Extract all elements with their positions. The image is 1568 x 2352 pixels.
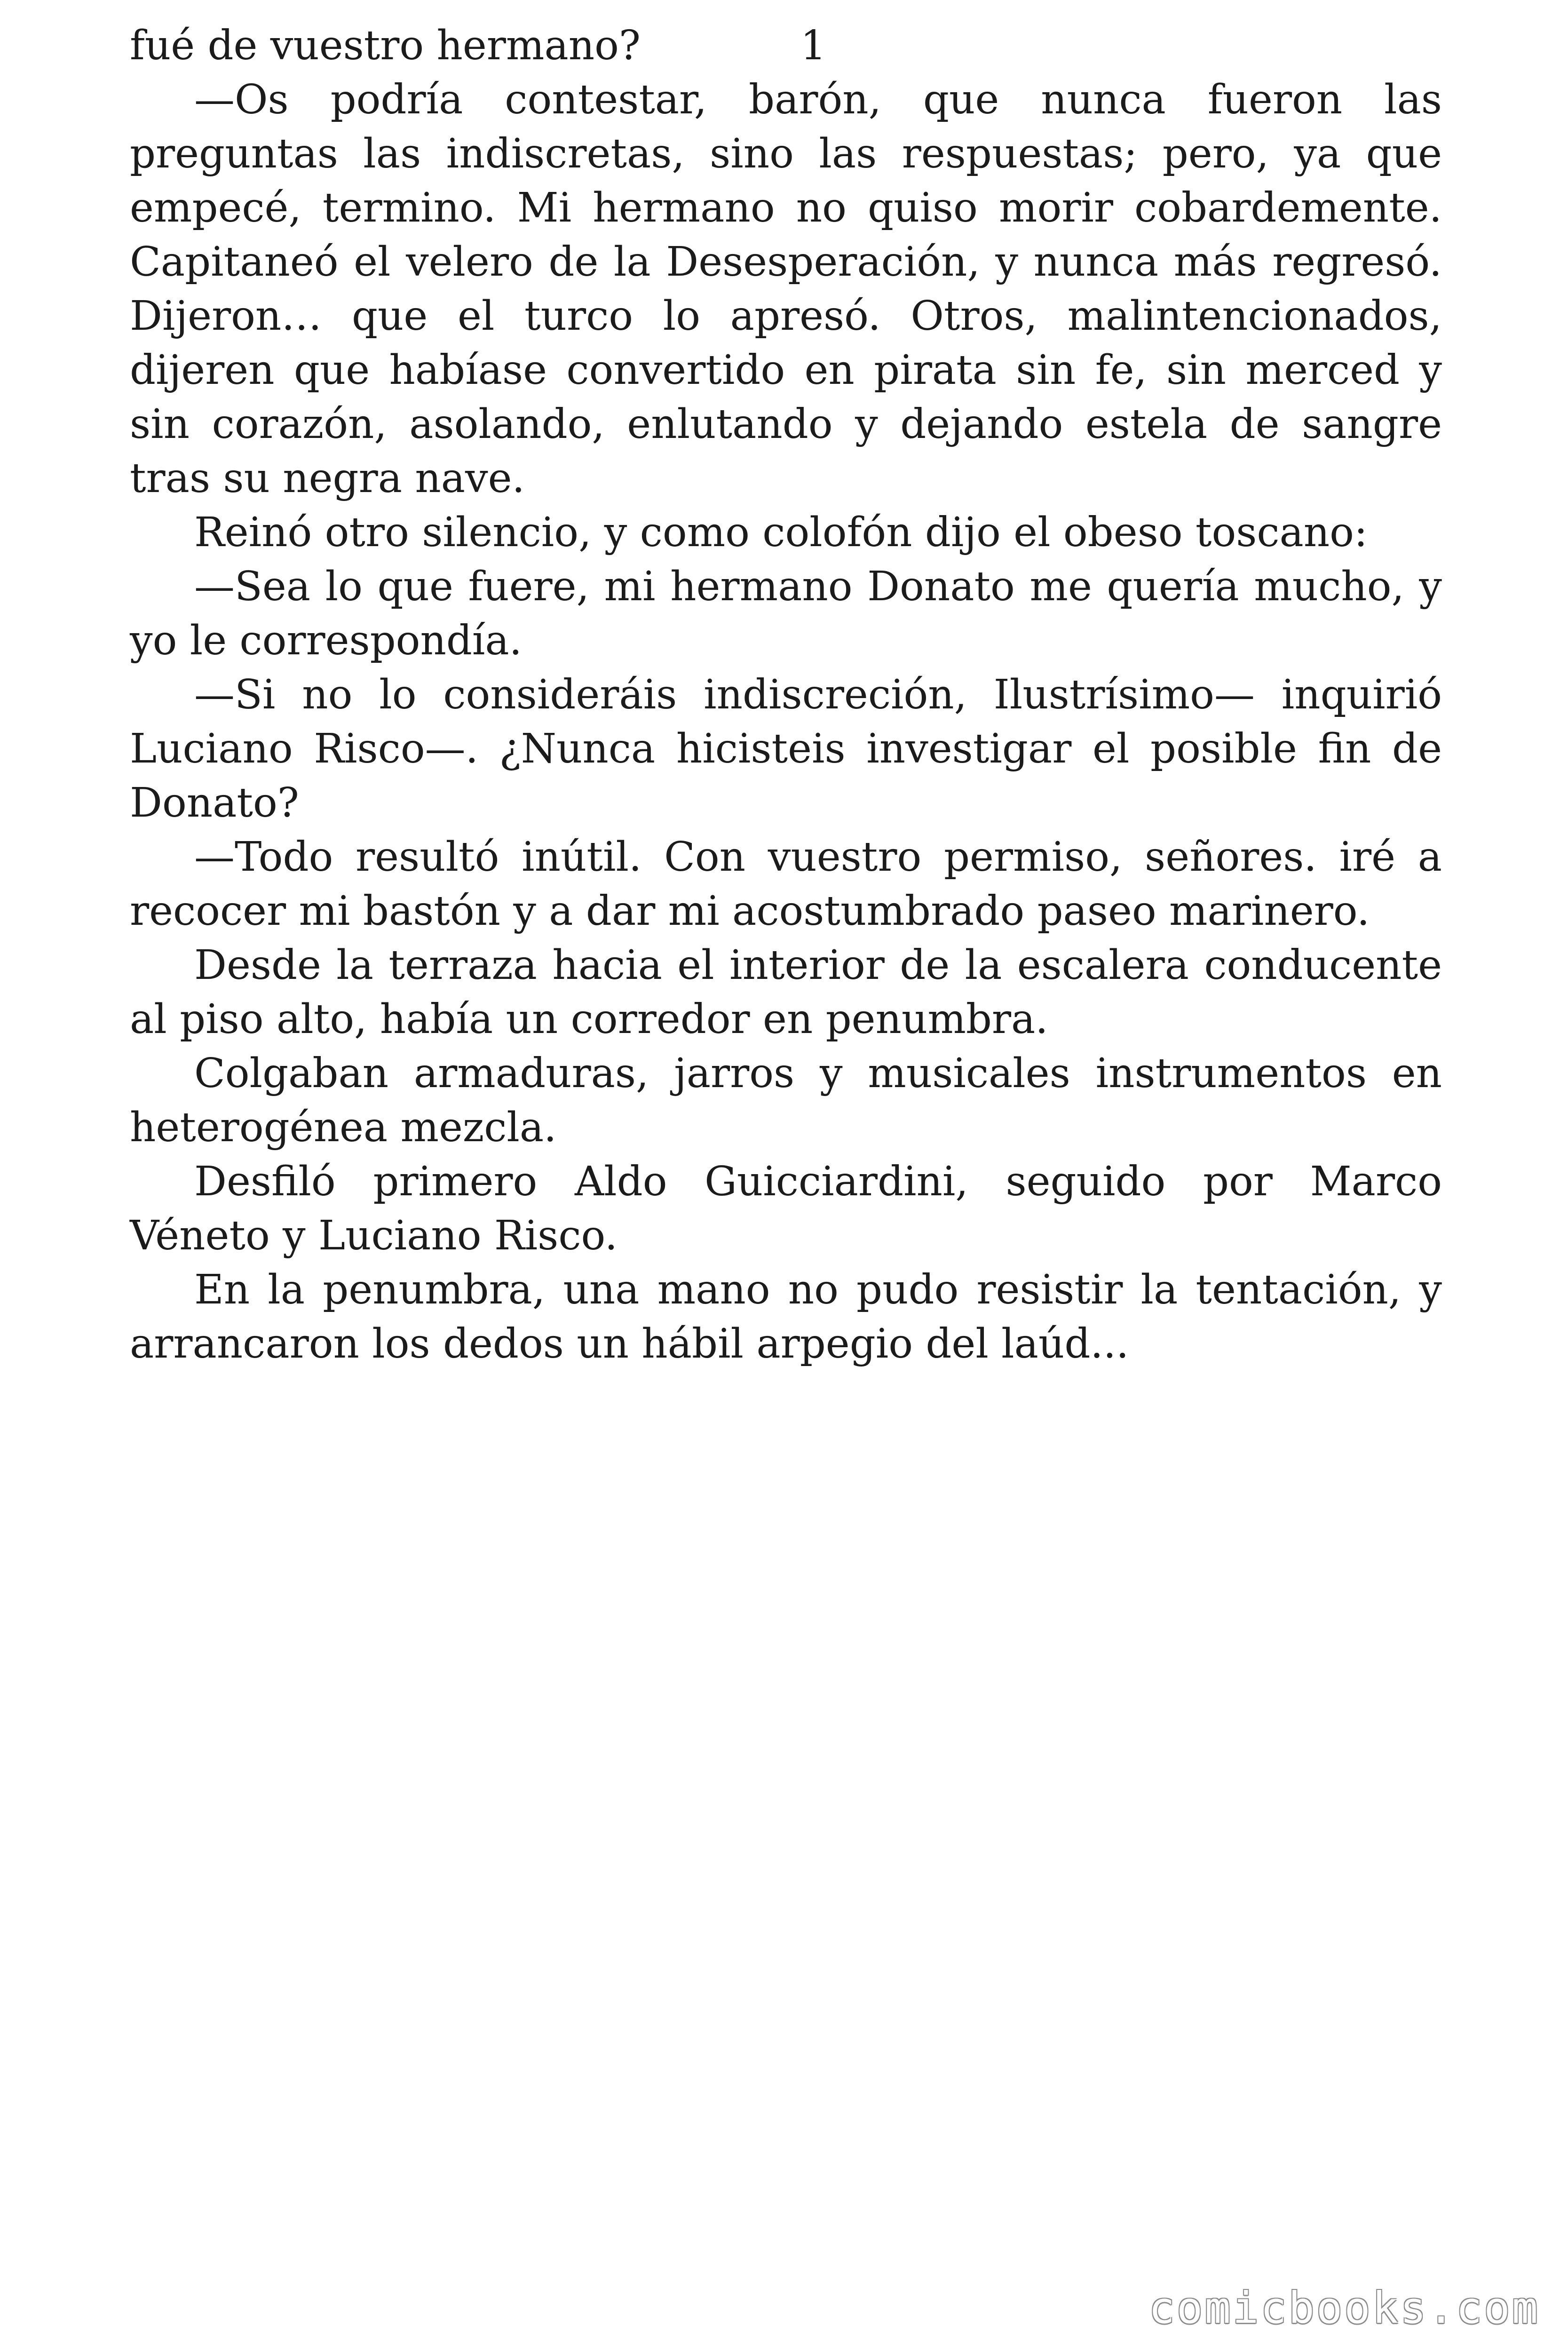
paragraph-2: Reinó otro silencio, y como colofón dijo el obeso toscano: (194, 509, 1368, 556)
continuation-text: fué de vuestro hermano? (130, 22, 641, 69)
paragraph-3: —Sea lo que fuere, mi hermano Donato me quería mucho, y yo le correspondía. (130, 563, 1442, 664)
continuation-line (130, 19, 1442, 73)
paragraph-8: Desfiló primero Aldo Guicciardini, seguido por Marco Véneto y Luciano Risco. (130, 1158, 1442, 1259)
paragraph-6: Desde la terraza hacia el interior de la escalera conducente al piso alto, había un corredor en penumbra. (130, 942, 1442, 1043)
paragraph-5: —Todo resultó inútil. Con vuestro permiso, señores. iré a recocer mi bastón y a dar mi acostumbrado paseo marinero. (130, 834, 1442, 935)
paragraph-9: En la penumbra, una mano no pudo resistir la tentación, y arrancaron los dedos un hábil arpegio del laúd... (130, 1266, 1442, 1367)
page-number: 1 (800, 22, 826, 69)
watermark: comicbooks.com (1148, 2283, 1540, 2333)
paragraph-7: Colgaban armaduras, jarros y musicales instrumentos en heterogénea mezcla. (130, 1050, 1442, 1151)
paragraph-1: —Os podría contestar, barón, que nunca fueron las preguntas las indiscretas, sino las respuestas; pero, ya que empecé, termino. Mi hermano no quiso morir cobardemente. Capitaneó el velero de la Desesperación, y nunca más regresó. Dijeron… que el turco lo apresó. Otros, malintencionados, dijeren que habíase convertido en pirata sin fe, sin merced y sin corazón, asolando, enlutando y dejando estela de sangre tras su negra nave. (130, 76, 1442, 502)
paragraph-4: —Si no lo consideráis indiscreción, Ilustrísimo— inquirió Luciano Risco—. ¿Nunca hicisteis investigar el posible fin de Donato? (130, 671, 1442, 826)
page-text (130, 19, 1442, 1371)
